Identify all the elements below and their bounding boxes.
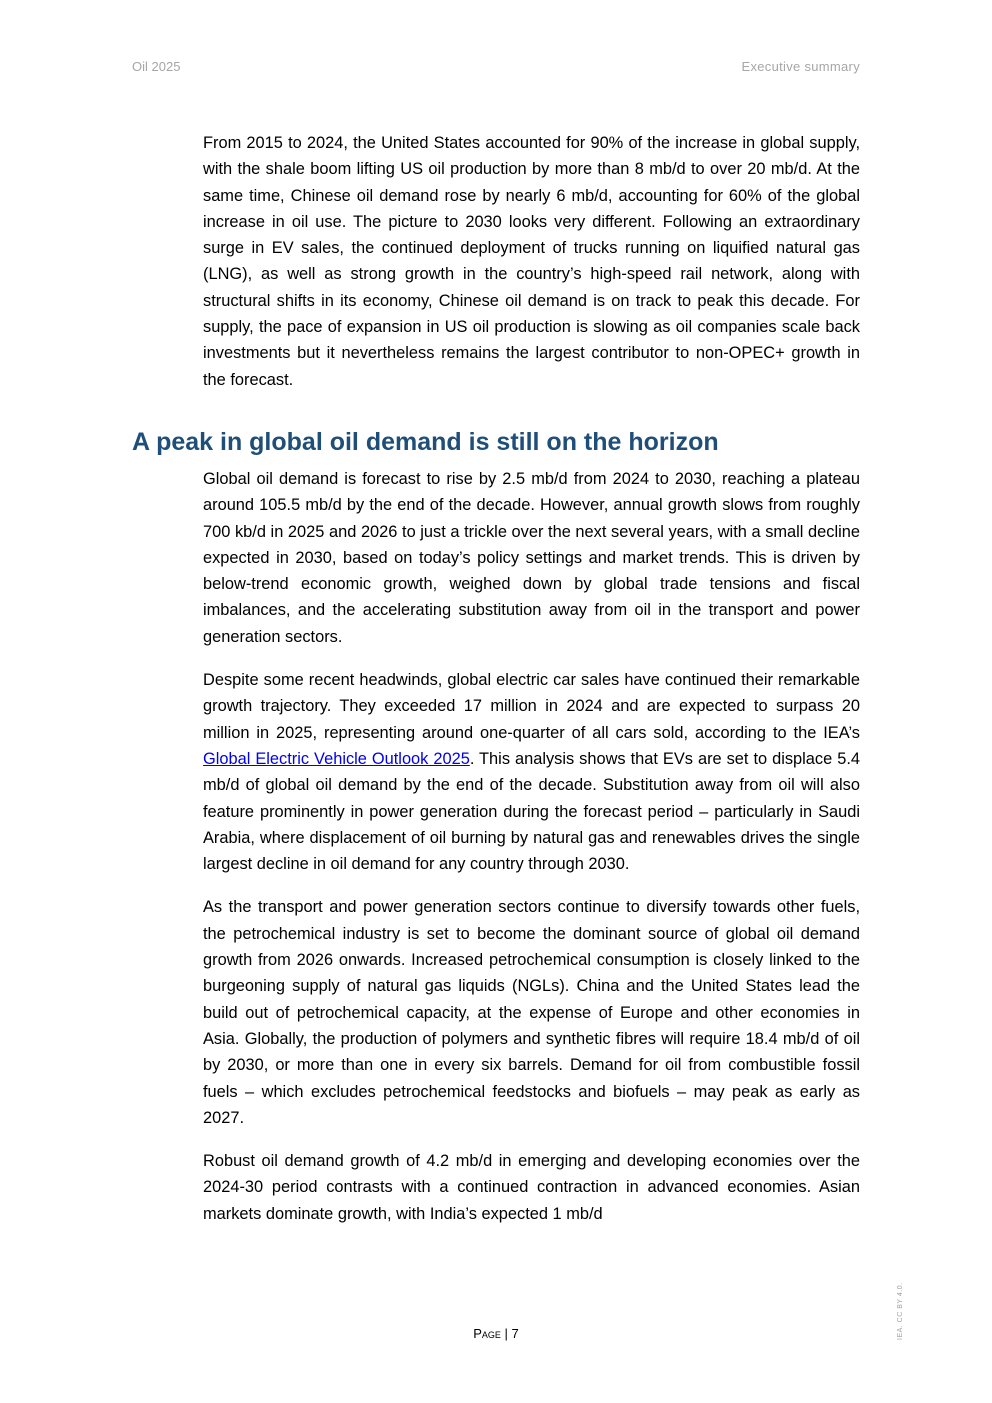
header-section-title: Executive summary [741, 59, 860, 74]
paragraph-ev-text-before-link: Despite some recent headwinds, global electric car sales have continued their remarkable growth trajectory. They exceeded 17 million in 2024 and are expected to surpass 20 million in 2025, representing around one-quarter of all cars sold, according to the IEA’s [203, 671, 860, 742]
paragraph-ev-text-after-link: . This analysis shows that EVs are set to displace 5.4 mb/d of global oil demand by the end of the decade. Substitution away from oil will also feature prominently in power generation during the forecast period – particularly in Saudi Arabia, where displacement of oil burning by natural gas and renewables drives the single largest decline in oil demand for any country through 2030. [203, 749, 860, 874]
page-label: Page [473, 1326, 501, 1341]
license-watermark: IEA. CC BY 4.0. [897, 1282, 904, 1340]
paragraph-electric-vehicles [203, 667, 860, 877]
intro-text-block [203, 130, 860, 393]
section-heading: A peak in global oil demand is still on the horizon [132, 428, 719, 456]
page-number: 7 [511, 1326, 519, 1341]
intro-paragraph: From 2015 to 2024, the United States accounted for 90% of the increase in global supply, with the shale boom lifting US oil production by more than 8 mb/d to over 20 mb/d. At the same time, Chinese oil demand rose by nearly 6 mb/d, accounting for 60% of the global increase in oil use. The picture to 2030 looks very different. Following an extraordinary surge in EV sales, the continued deployment of trucks running on liquified natural gas (LNG), as well as strong growth in the country’s high-speed rail network, along with structural shifts in its economy, Chinese oil demand is on track to peak this decade. For supply, the pace of expansion in US oil production is slowing as oil companies scale back investments but it nevertheless remains the largest contributor to non-OPEC+ growth in the forecast. [203, 134, 860, 389]
paragraph-demand-forecast: Global oil demand is forecast to rise by 2.5 mb/d from 2024 to 2030, reaching a plateau around 105.5 mb/d by the end of the decade. However, annual growth slows from roughly 700 kb/d in 2025 and 2026 to just a trickle over the next several years, with a small decline expected in 2030, based on today’s policy settings and market trends. This is driven by below-trend economic growth, weighed down by global trade tensions and fiscal imbalances, and the accelerating substitution away from oil in the transport and power generation sectors. [203, 470, 860, 646]
page-separator: | [500, 1326, 512, 1341]
paragraph-emerging-economies: Robust oil demand growth of 4.2 mb/d in emerging and developing economies over the 2024-30 period contrasts with a continued contraction in advanced economies. Asian markets dominate growth, with India’s expected 1 mb/d [203, 1152, 860, 1223]
global-ev-outlook-link[interactable]: Global Electric Vehicle Outlook 2025 [203, 749, 470, 768]
page-footer [0, 1326, 992, 1341]
section-text-block [203, 466, 860, 1227]
paragraph-petrochemicals: As the transport and power generation sectors continue to diversify towards other fuels, the petrochemical industry is set to become the dominant source of global oil demand growth from 2026 onwards. Increased petrochemical consumption is closely linked to the burgeoning supply of natural gas liquids (NGLs). China and the United States lead the build out of petrochemical capacity, at the expense of Europe and other economies in Asia. Globally, the production of polymers and synthetic fibres will require 18.4 mb/d of oil by 2030, or more than one in every six barrels. Demand for oil from combustible fossil fuels – which excludes petrochemical feedstocks and biofuels – may peak as early as 2027. [203, 898, 860, 1127]
header-report-title: Oil 2025 [132, 59, 181, 74]
